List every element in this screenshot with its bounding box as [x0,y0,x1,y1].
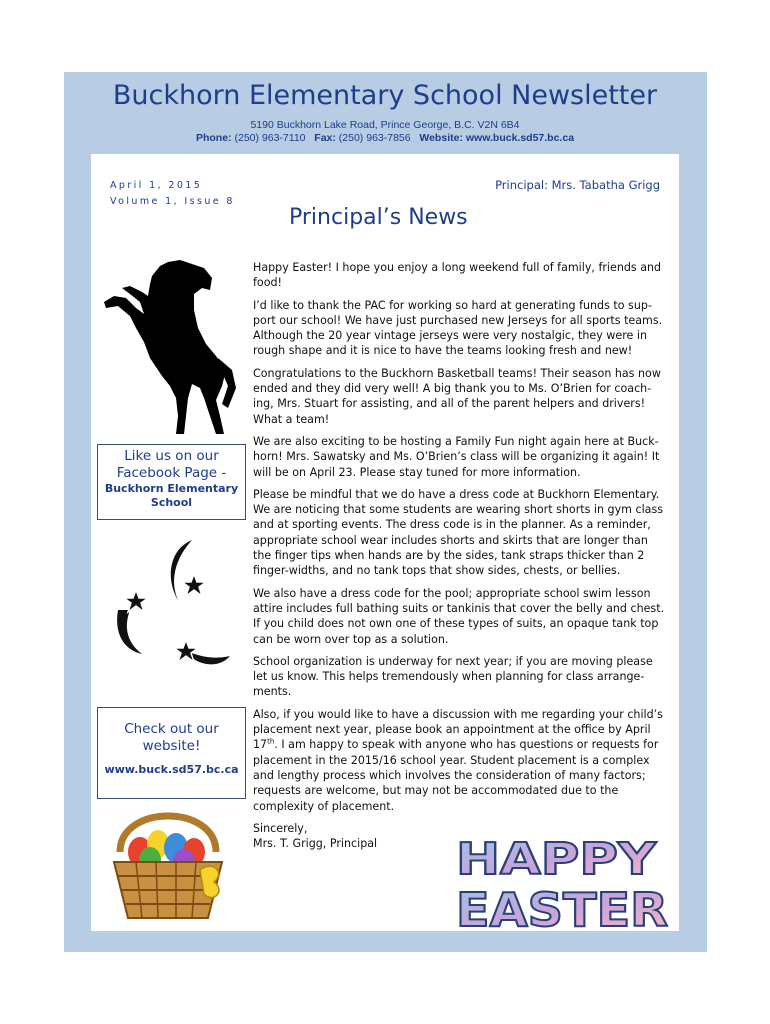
fax-number: (250) 963-7856 [338,132,411,144]
article-paragraph: We are also exciting to be hosting a Family Fun night again here at Buck-horn! Mrs. Sawatsky and Ms. O’Brien’s class will be organizing it again! It will be on April 23. Please stay tuned for more information. [253,434,660,479]
issue-date: April 1, 2015 [110,180,203,191]
article-paragraph: Please be mindful that we do have a dress code at Buckhorn Elementary. We are noticing that some students are wearing short shorts in gym class and at sporting events. The dress code is in the planner. As a reminder, appropriate school wear includes shorts and skirts that are longer than the finger tips when hands are by the sides, tank straps thicker than 2 finger-widths, and no tank tops that show sides, chests, or bellies. [253,487,664,578]
date-suffix: th [267,737,275,746]
header-website-link[interactable]: www.buck.sd57.bc.ca [465,132,575,144]
happy-easter-graphic [448,826,670,932]
article-text: Also, if you would like to have a discussion with me regarding your child’s placement next year, please book an appointment at the office by April 17 [253,707,663,752]
signature: Mrs. T. Grigg, Principal [253,837,378,851]
happy-word: HAPPY [456,834,658,885]
article-paragraph [253,707,669,814]
easter-word: EASTER [456,883,668,932]
facebook-callout[interactable] [97,444,246,520]
principal-name: Principal: Mrs. Tabatha Grigg [495,178,660,192]
phone-label: Phone: [195,132,232,144]
closing-block [253,821,443,852]
shooting-star-icon [108,530,238,690]
website-link[interactable]: www.buck.sd57.bc.ca [104,763,239,776]
website-label: Website: [419,132,463,144]
principals-news-heading: Principal’s News [289,205,468,230]
article-paragraph: I’d like to thank the PAC for working so hard at generating funds to sup-port our school! We have just purchased new Jerseys for all sports teams. Although the 20 year vintage jerseys were very nostalgic, they were in rough shape and it is nice to have the teams looking fresh and new! [253,298,663,358]
school-address: 5190 Buckhorn Lake Road, Prince George, B.C. V2N 6B4 [250,119,520,131]
article-paragraph: Congratulations to the Buckhorn Basketball teams! Their season has now ended and they did very well! A big thank you to Ms. O’Brien for coach-ing, Mrs. Stuart for assisting, and all of the parent helpers and drivers! What a team! [253,366,661,426]
principal-article [253,260,669,858]
facebook-title: Like us on our Facebook Page - [116,448,227,481]
issue-volume: Volume 1, Issue 8 [110,196,235,207]
phone-number: (250) 963-7110 [234,132,306,144]
easter-basket-icon [106,800,230,924]
closing-salutation: Sincerely, [253,821,308,835]
fax-label: Fax: [314,132,336,144]
newsletter-title: Buckhorn Elementary School Newsletter [112,80,658,111]
website-title: Check out our website! [124,721,219,754]
article-paragraph: We also have a dress code for the pool; appropriate school swim lesson attire includes full bathing suits or tankinis that cover the belly and chest. If you child does not own one of these types of suits, an opaque tank top can be worn over top as a solution. [253,586,665,646]
article-paragraph: School organization is underway for next year; if you are moving please let us know. This helps tremendously when planning for class arrange-ments. [253,654,653,699]
article-paragraph: Happy Easter! I hope you enjoy a long weekend full of family, friends and food! [253,261,662,290]
facebook-page-name[interactable]: Buckhorn Elementary School [104,482,239,509]
article-text: . I am happy to speak with anyone who has questions or requests for placement in the 2015/16 school year. Student placement is a complex and lengthy process which involves the consideration of many factors; requests are welcome, but may not be accommodated due to the complexity of placement. [253,738,659,813]
contact-line [0,132,770,144]
rearing-horse-icon [100,258,240,438]
website-callout[interactable] [97,707,246,799]
